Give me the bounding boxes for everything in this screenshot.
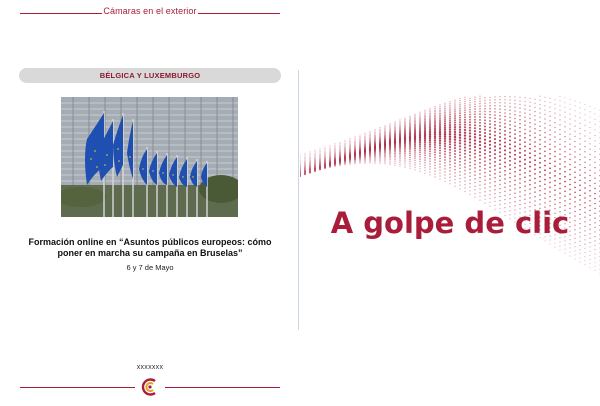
page-divider xyxy=(298,70,299,330)
footer-rule-left xyxy=(20,387,135,388)
camaras-logo-icon xyxy=(140,377,160,397)
header-rule-left xyxy=(20,13,102,14)
right-page xyxy=(300,0,600,406)
right-page-title: A golpe de clic xyxy=(330,206,570,240)
footer-rule-right xyxy=(165,387,280,388)
footer-code: xxxxxxx xyxy=(136,364,164,371)
event-dates: 6 y 7 de Mayo xyxy=(126,263,174,272)
section-bar: BÉLGICA Y LUXEMBURGO xyxy=(19,68,281,83)
dotted-wave-graphic xyxy=(300,0,600,406)
eu-flags-illustration xyxy=(61,97,238,217)
event-title: Formación online en “Asuntos públicos europeos: cómo poner en marcha su campaña en Bruselas” xyxy=(28,237,272,258)
eu-flags-photo xyxy=(61,97,238,217)
header-title: Cámaras en el exterior xyxy=(103,6,197,16)
header-rule-right xyxy=(198,13,280,14)
